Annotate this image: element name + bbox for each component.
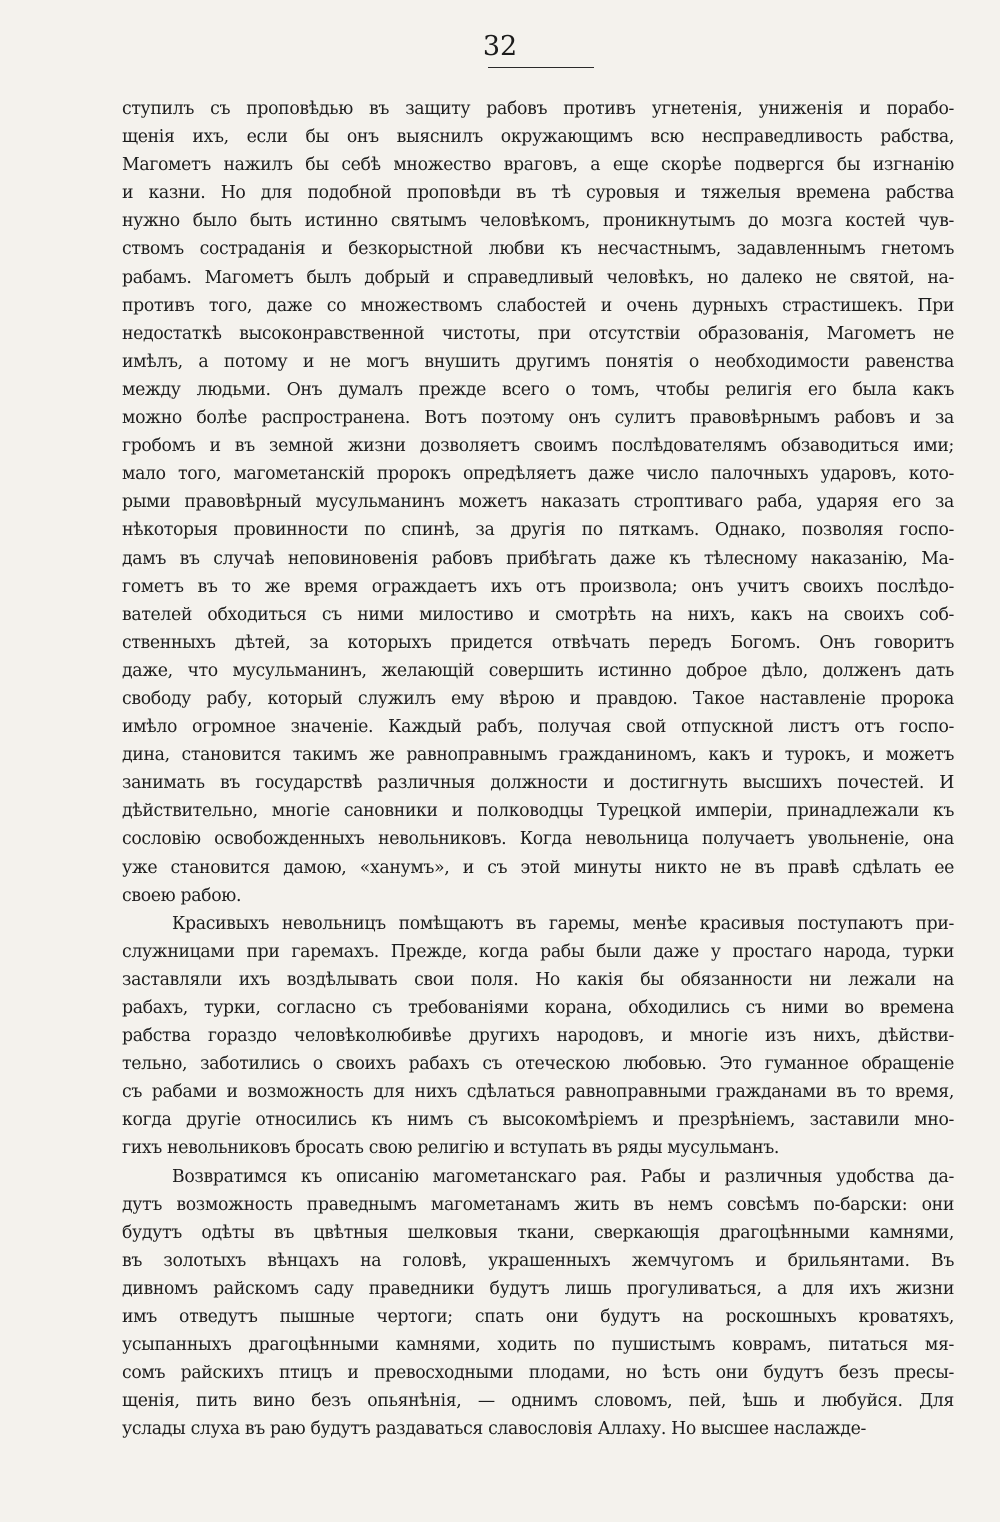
text-line: сомъ райскихъ птицъ и превосходными плодами, но ѣсть они будутъ безъ пресы- [122, 1363, 954, 1384]
header-rule [488, 67, 594, 68]
text-line: своею рабою. [122, 885, 242, 906]
text-line: будутъ одѣты въ цвѣтныя шелковыя ткани, сверкающія драгоцѣнными камнями, [122, 1222, 954, 1243]
text-line: рабамъ. Магометъ былъ добрый и справедливый человѣкъ, но далеко не святой, на- [122, 267, 954, 288]
text-line: рыми правовѣрный мусульманинъ можетъ наказать строптиваго раба, ударяя его за [122, 492, 954, 513]
text-line: ственныхъ дѣтей, за которыхъ придется отвѣчать передъ Богомъ. Онъ говоритъ [122, 632, 954, 653]
text-line: нѣкоторыя провинности по спинѣ, за другія по пяткамъ. Однако, позволяя госпо- [122, 520, 954, 541]
text-line: тельно, заботились о своихъ рабахъ съ отеческою любовью. Это гуманное обращеніе [122, 1054, 954, 1075]
text-line: дутъ возможность праведнымъ магометанамъ жить въ немъ совсѣмъ по-барски: они [122, 1194, 954, 1215]
text-line: заставляли ихъ воздѣлывать свои поля. Но какія бы обязанности ни лежали на [122, 969, 954, 990]
text-line: ствомъ состраданія и безкорыстной любви къ несчастнымъ, задавленнымъ гнетомъ [122, 239, 954, 260]
text-line: даже, что мусульманинъ, желающій совершить истинно доброе дѣло, долженъ дать [122, 660, 954, 681]
text-line: когда другіе относились къ нимъ съ высокомѣріемъ и презрѣніемъ, заставили мно- [122, 1110, 954, 1131]
text-line: гробомъ и въ земной жизни дозволяетъ своимъ послѣдователямъ обзаводиться ими; [122, 436, 954, 457]
text-line: противъ того, даже со множествомъ слабостей и очень дурныхъ страстишекъ. При [122, 295, 954, 316]
text-line: уже становится дамою, «ханумъ», и съ этой минуты никто не въ правѣ сдѣлать ее [122, 857, 954, 878]
text-line: ступилъ съ проповѣдью въ защиту рабовъ противъ угнетенія, униженія и порабо- [122, 99, 954, 119]
text-line: дѣйствительно, многіе сановники и полководцы Турецкой имперіи, принадлежали къ [122, 801, 954, 822]
text-line: дина, становится такимъ же равноправнымъ гражданиномъ, какъ и турокъ, и можетъ [122, 745, 954, 766]
text-line: служницами при гаремахъ. Прежде, когда рабы были даже у простаго народа, турки [122, 941, 954, 962]
text-line: имѣлъ, а потому и не могъ внушить другимъ понятія о необходимости равенства [122, 351, 954, 372]
text-line: гихъ невольниковъ бросать свою религію и вступать въ ряды мусульманъ. [122, 1138, 780, 1159]
text-line: имѣло огромное значеніе. Каждый рабъ, получая свой отпускной листъ отъ госпо- [122, 717, 954, 738]
text-line: имъ отведутъ пышные чертоги; спать они будутъ на роскошныхъ кроватяхъ, [122, 1307, 954, 1328]
text-line: щенія ихъ, если бы онъ выяснилъ окружающимъ всю несправедливость рабства, [122, 127, 954, 148]
text-line: рабахъ, турки, согласно съ требованіями корана, обходились съ ними во времена [122, 998, 954, 1018]
text-line: дамъ въ случаѣ неповиновенія рабовъ прибѣгать даже къ тѣлесному наказанію, Ма- [122, 548, 954, 569]
body-text [122, 95, 954, 1444]
text-line: сословію освобожденныхъ невольниковъ. Когда невольница получаетъ увольненіе, она [122, 829, 954, 850]
text-line: и казни. Но для подобной проповѣди въ тѣ суровыя и тяжелыя времена рабства [122, 183, 954, 204]
paragraph [122, 95, 954, 910]
text-line: свободу рабу, который служилъ ему вѣрою и правдою. Такое наставленіе пророка [122, 688, 954, 709]
text-line: недостаткѣ высоконравственной чистоты, при отсутствіи образованія, Магометъ не [122, 323, 954, 344]
text-line: занимать въ государствѣ различныя должности и достигнуть высшихъ почестей. И [122, 773, 954, 794]
text-line: щенія, пить вино безъ опьянѣнія, — однимъ словомъ, пей, ѣшь и любуйся. Для [122, 1391, 954, 1412]
text-line: гометъ въ то же время ограждаетъ ихъ отъ произвола; онъ учитъ своихъ послѣдо- [122, 576, 954, 597]
text-line: усыпанныхъ драгоцѣнными камнями, ходить по пушистымъ коврамъ, питаться мя- [122, 1335, 954, 1356]
text-line: Возвратимся къ описанію магометанскаго рая. Рабы и различныя удобства да- [172, 1166, 954, 1187]
text-line: съ рабами и возможность для нихъ сдѣлаться равноправными гражданами въ то время, [122, 1082, 954, 1103]
text-line: вателей обходиться съ ними милостиво и смотрѣть на нихъ, какъ на своихъ соб- [122, 604, 954, 625]
text-line: нужно было быть истинно святымъ человѣкомъ, проникнутымъ до мозга костей чув- [122, 211, 954, 232]
text-line: услады слуха въ раю будутъ раздаваться славословія Аллаху. Но высшее наслажде- [122, 1419, 867, 1440]
paragraph [122, 1163, 954, 1444]
text-line: можно болѣе распространена. Вотъ поэтому онъ сулитъ правовѣрнымъ рабовъ и за [122, 408, 954, 429]
page-number: 32 [482, 31, 518, 62]
paragraph [122, 910, 954, 1163]
text-line: дивномъ райскомъ саду праведники будутъ лишь прогуливаться, а для ихъ жизни [122, 1278, 954, 1299]
text-line: между людьми. Онъ думалъ прежде всего о томъ, чтобы религія его была какъ [122, 379, 954, 400]
text-line: Красивыхъ невольницъ помѣщаютъ въ гаремы, менѣе красивыя поступаютъ при- [172, 913, 954, 934]
text-line: рабства гораздо человѣколюбивѣе другихъ народовъ, и многіе изъ нихъ, дѣйстви- [122, 1026, 954, 1047]
text-line: мало того, магометанскій пророкъ опредѣляетъ даже число палочныхъ ударовъ, кото- [122, 464, 954, 485]
text-line: въ золотыхъ вѣнцахъ на головѣ, украшенныхъ жемчугомъ и брильянтами. Въ [122, 1250, 954, 1271]
text-line: Магометъ нажилъ бы себѣ множество враговъ, а еще скорѣе подвергся бы изгнанію [122, 155, 954, 176]
